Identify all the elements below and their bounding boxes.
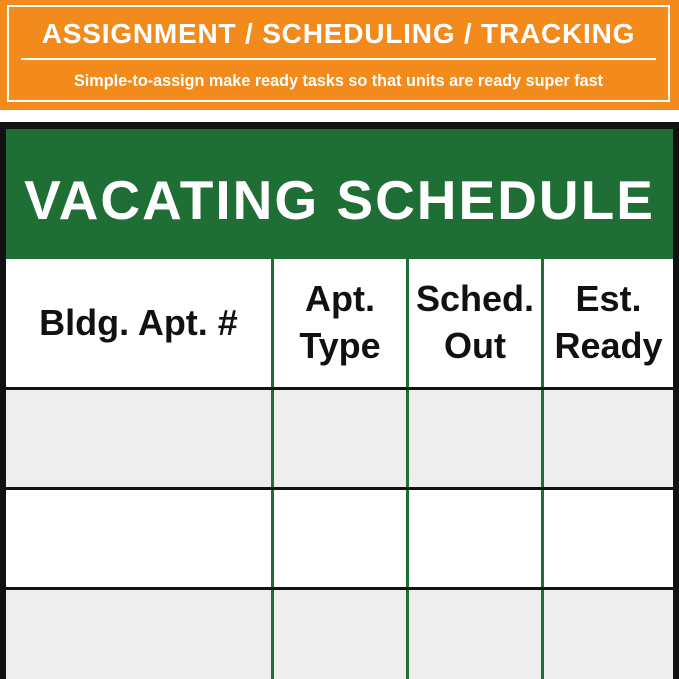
- banner-divider: [21, 58, 656, 60]
- column-header-label-line2: Ready: [554, 325, 663, 366]
- table-cell: [544, 390, 673, 487]
- top-banner: [0, 0, 679, 110]
- banner-frame: [7, 5, 670, 102]
- column-header-bldg-apt: [6, 259, 271, 387]
- column-header-apt-type: [274, 259, 406, 387]
- table-cell: [409, 390, 541, 487]
- table-cell: [544, 590, 673, 679]
- column-header-est-ready: [544, 259, 673, 387]
- table-cell: [6, 590, 271, 679]
- column-header-sched-out: [409, 259, 541, 387]
- column-header-label-line1: Est.: [575, 278, 642, 320]
- table-cell: [409, 490, 541, 587]
- schedule-table: [6, 256, 673, 679]
- sign-header: [6, 129, 673, 256]
- column-header-label-line1: Sched.: [415, 278, 535, 320]
- table-cell: [274, 390, 406, 487]
- table-cell: [274, 490, 406, 587]
- column-header-label-line2: Type: [299, 325, 381, 366]
- table-cell: [6, 390, 271, 487]
- sign-title: VACATING SCHEDULE: [24, 169, 655, 231]
- banner-title: ASSIGNMENT / SCHEDULING / TRACKING: [41, 18, 636, 49]
- column-header-label-line1: Apt.: [305, 278, 375, 320]
- vacating-schedule-sign: [0, 122, 679, 679]
- table-cell: [6, 490, 271, 587]
- column-header-label-line2: Out: [444, 325, 506, 366]
- table-cell: [544, 490, 673, 587]
- table-cell: [274, 590, 406, 679]
- table-cell: [409, 590, 541, 679]
- column-header-label: Bldg. Apt. #: [39, 301, 238, 343]
- banner-subtitle: Simple-to-assign make ready tasks so that units are ready super fast: [74, 72, 603, 90]
